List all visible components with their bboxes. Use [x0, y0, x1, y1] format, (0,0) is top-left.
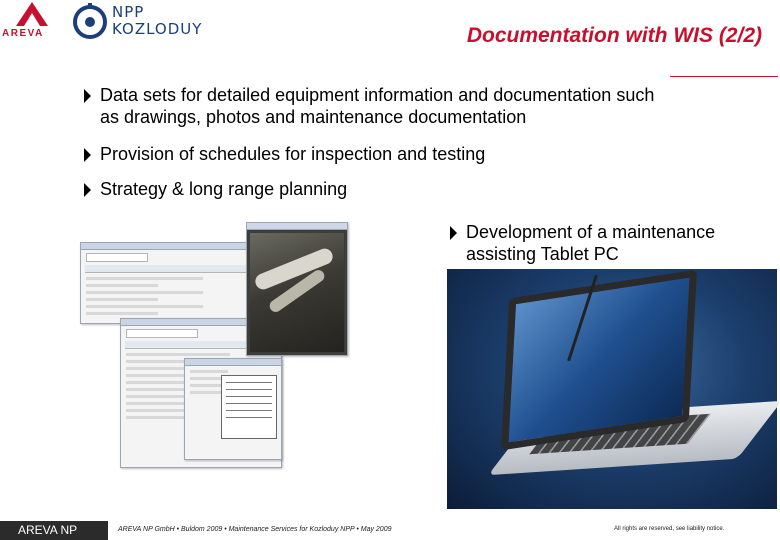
bullet-text: Provision of schedules for inspection and testing [100, 144, 486, 164]
areva-a-icon [12, 0, 52, 28]
bullet-arrow-icon [84, 89, 91, 103]
bullet-arrow-icon [450, 226, 457, 240]
drawing-document-window [184, 358, 282, 460]
bullet-strategy [84, 178, 347, 200]
npp-logo-line1: NPP [112, 3, 145, 21]
bullet-text-continued: as drawings, photos and maintenance documentation [100, 107, 527, 127]
technical-drawing-image [221, 375, 277, 439]
footer-rights-notice: All rights are reserved, see liability notice. [614, 526, 725, 532]
equipment-photo-window [246, 222, 348, 356]
bullet-arrow-icon [84, 183, 91, 197]
bullet-text-continued: assisting Tablet PC [466, 244, 619, 264]
page-title: Documentation with WIS (2/2) [466, 24, 762, 47]
title-underline [670, 76, 778, 77]
areva-logo [0, 0, 64, 44]
footer-brand-text: AREVA NP [18, 523, 78, 537]
tablet-pc-image [447, 269, 777, 509]
npp-kozloduy-logo [70, 2, 240, 42]
footer-info: AREVA NP GmbH • Buldom 2009 • Maintenance Services for Kozloduy NPP • May 2009 [118, 526, 392, 533]
bullet-schedules [84, 143, 485, 165]
areva-logo-text: AREVA [2, 28, 44, 39]
footer-brand-box [0, 521, 108, 540]
bullet-data-sets [84, 84, 764, 128]
bullet-arrow-icon [84, 148, 91, 162]
bullet-tablet-pc [450, 221, 770, 265]
atom-icon [70, 2, 110, 42]
bullet-text: Development of a maintenance [466, 222, 716, 242]
bullet-text: Strategy & long range planning [100, 179, 348, 199]
bullet-text: Data sets for detailed equipment information and documentation such [100, 85, 655, 105]
npp-logo-line2: KOZLODUY [112, 20, 203, 38]
wis-equipment-window [80, 242, 262, 324]
wis-screenshot-collage [80, 222, 346, 468]
